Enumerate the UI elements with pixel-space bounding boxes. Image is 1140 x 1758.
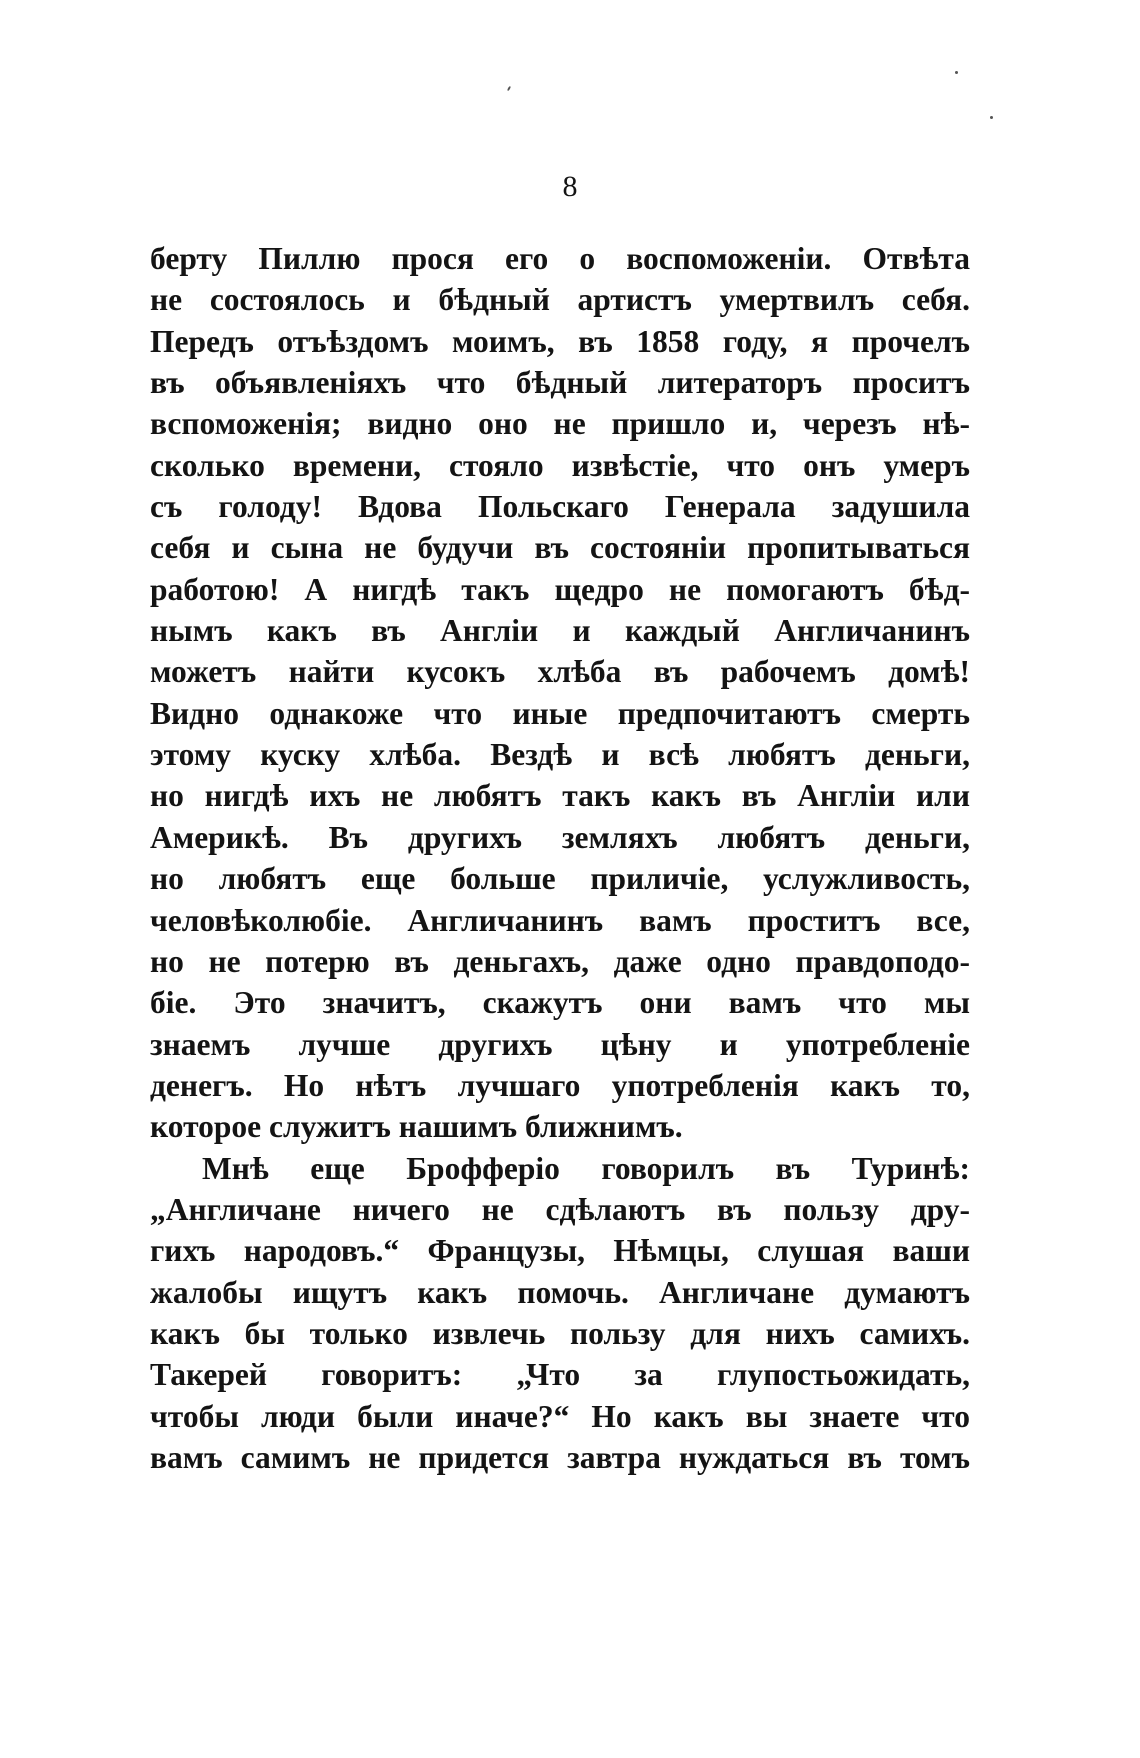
text-line: „Англичане ничего не сдѣлаютъ въ пользу дру- bbox=[150, 1191, 970, 1227]
paper-speck bbox=[955, 71, 958, 74]
text-line: вспоможенiя; видно оно не пришло и, черезъ нѣ- bbox=[150, 406, 970, 442]
paragraph bbox=[150, 1148, 970, 1479]
text-line: себя и сына не будучи въ состоянiи пропитываться bbox=[150, 530, 970, 566]
paper-speck bbox=[990, 116, 993, 119]
text-line: знаемъ лучше другихъ цѣну и употребленiе bbox=[150, 1026, 970, 1062]
text-line: Передъ отъѣздомъ моимъ, въ 1858 году, я прочелъ bbox=[150, 323, 970, 359]
text-line: но нигдѣ ихъ не любятъ такъ какъ въ Англiи или bbox=[150, 778, 970, 814]
text-line: нымъ какъ въ Англiи и каждый Англичанинъ bbox=[150, 613, 970, 649]
body-text bbox=[150, 238, 970, 1478]
text-line: сколько времени, стояло извѣстiе, что онъ умеръ bbox=[150, 447, 970, 483]
text-line: берту Пиллю прося его о воспоможенiи. Отвѣта bbox=[150, 241, 970, 276]
paper-speck bbox=[507, 86, 511, 91]
text-line: денегъ. Но нѣтъ лучшаго употребленiя какъ то, bbox=[150, 1067, 970, 1103]
text-line: Такерей говоритъ: „Что за глупостьожидать, bbox=[150, 1357, 970, 1393]
text-line: съ голоду! Вдова Польскаго Генерала задушила bbox=[150, 489, 970, 525]
text-line: бiе. Это значитъ, скажутъ они вамъ что мы bbox=[150, 985, 970, 1021]
text-line: не состоялось и бѣдный артистъ умертвилъ себя. bbox=[150, 282, 970, 318]
text-line: можетъ найти кусокъ хлѣба въ рабочемъ домѣ! bbox=[150, 654, 970, 690]
text-line: работою! А нигдѣ такъ щедро не помогаютъ бѣд- bbox=[150, 571, 970, 607]
text-line: вамъ самимъ не придется завтра нуждаться въ томъ bbox=[150, 1439, 970, 1475]
text-line: въ объявленiяхъ что бѣдный литераторъ проситъ bbox=[150, 365, 970, 401]
text-line: Америкѣ. Въ другихъ земляхъ любятъ деньги, bbox=[150, 819, 970, 855]
text-line: которое служитъ нашимъ ближнимъ. bbox=[150, 1109, 683, 1145]
text-line: какъ бы только извлечь пользу для нихъ самихъ. bbox=[150, 1315, 970, 1351]
text-line: но любятъ еще больше приличiе, услужливость, bbox=[150, 861, 970, 897]
text-line: чтобы люди были иначе?“ Но какъ вы знаете что bbox=[150, 1398, 970, 1434]
text-line: гихъ народовъ.“ Французы, Нѣмцы, слушая ваши bbox=[150, 1233, 970, 1269]
text-line: но не потерю въ деньгахъ, даже одно правдоподо- bbox=[150, 943, 970, 979]
text-line: этому куску хлѣба. Вездѣ и всѣ любятъ деньги, bbox=[150, 737, 970, 773]
text-line: Мнѣ еще Брофферiо говорилъ въ Туринѣ: bbox=[202, 1150, 970, 1186]
text-line: жалобы ищутъ какъ помочь. Англичане думаютъ bbox=[150, 1274, 970, 1310]
text-line: Видно однакоже что иные предпочитаютъ смерть bbox=[150, 695, 970, 731]
text-line: человѣколюбiе. Англичанинъ вамъ проститъ все, bbox=[150, 902, 970, 938]
paragraph bbox=[150, 238, 970, 1148]
page-number: 8 bbox=[562, 170, 578, 203]
